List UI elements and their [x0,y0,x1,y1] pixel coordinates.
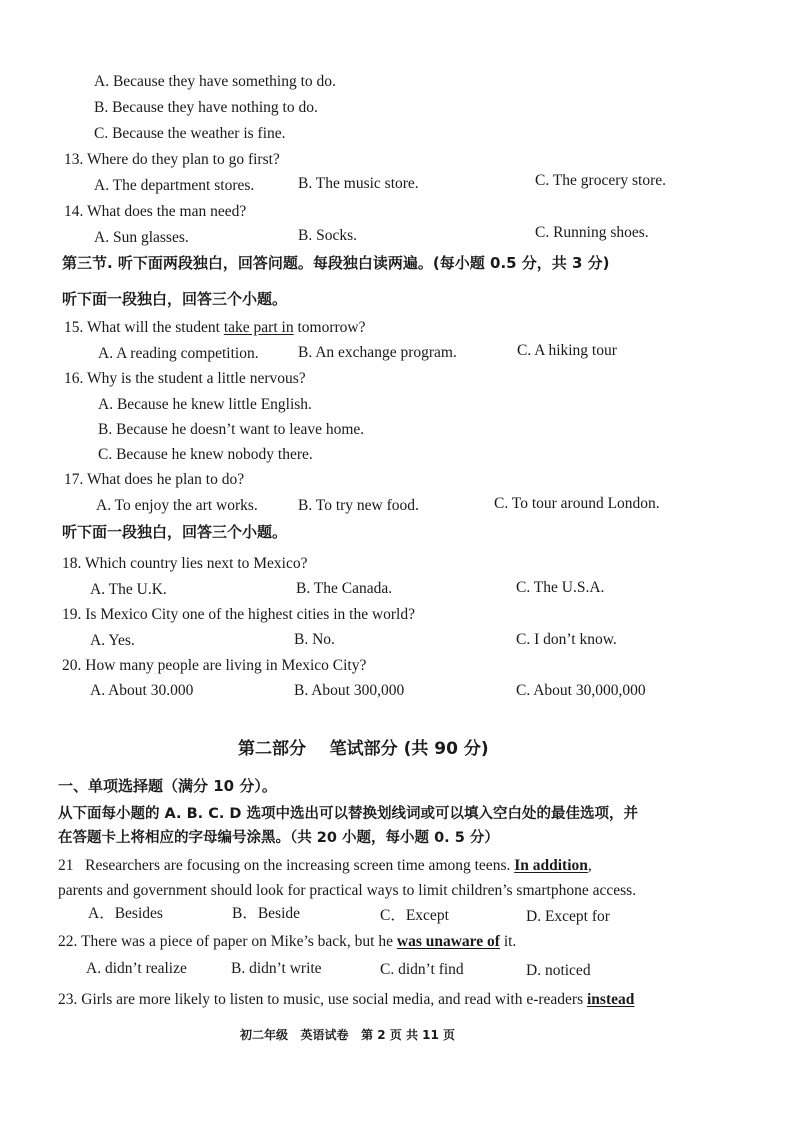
q20-option-a: A. About 30.000 [90,682,194,699]
q15-option-b: B. An exchange program. [298,344,457,361]
q23-underlined-word: instead [587,991,635,1008]
q16-option-b: B. Because he doesn’t want to leave home. [98,421,365,438]
q14-option-c: C. Running shoes. [535,224,649,241]
q22-option-c: C. didn’t find [380,961,464,978]
q22-underlined-phrase: was unaware of [396,933,500,950]
q22-option-a: A. didn’t realize [86,960,187,977]
q17-option-b: B. To try new food. [298,497,419,514]
q21-underlined-phrase: In addition [514,857,588,874]
q20-option-b: B. About 300,000 [294,682,405,699]
q21-option-d: D. Except for [526,908,610,925]
q15-stem: 15. What will the student take part in tomorrow? [64,319,366,336]
q18-option-b: B. The Canada. [296,580,393,597]
q19-option-b: B. No. [294,631,335,648]
q15-option-c: C. A hiking tour [517,342,617,359]
q16-option-a: A. Because he knew little English. [98,396,312,413]
q13-stem: 13. Where do they plan to go first? [64,151,280,168]
q21-option-a: A．Besides [88,905,163,922]
page-footer: 初二年级 英语试卷 第 2 页 共 11 页 [240,1028,456,1042]
q20-option-c: C. About 30,000,000 [516,682,646,699]
mc-instruction-line2: 在答题卡上将相应的字母编号涂黑。（共 20 小题，每小题 0. 5 分） [58,830,499,846]
q21-option-b: B．Beside [232,905,301,922]
q13-option-b: B. The music store. [298,175,419,192]
q22-stem: 22. There was a piece of paper on Mike’s back, but he was unaware of it. [58,933,517,950]
q12-option-b: B. Because they have nothing to do. [94,99,318,116]
q18-stem: 18. Which country lies next to Mexico? [62,555,308,572]
q21-stem-line2: parents and government should look for practical ways to limit children’s smartphone access. [58,882,637,899]
q17-stem: 17. What does he plan to do? [64,471,245,488]
section3-heading: 第三节. 听下面两段独白，回答问题。每段独白读两遍。(每小题 0.5 分，共 3 分) [62,254,610,272]
q13-option-a: A. The department stores. [94,177,255,194]
q18-option-a: A. The U.K. [90,581,167,598]
q17-option-a: A. To enjoy the art works. [96,497,258,514]
q16-stem: 16. Why is the student a little nervous? [64,370,306,387]
q14-stem: 14. What does the man need? [64,203,247,220]
q14-option-b: B. Socks. [298,227,357,244]
monologue1-intro: 听下面一段独白，回答三个小题。 [62,290,288,308]
q20-stem: 20. How many people are living in Mexico City? [62,657,367,674]
q23-stem: 23. Girls are more likely to listen to music, use social media, and read with e-readers instead [58,991,635,1008]
q22-option-d: D. noticed [526,962,591,979]
mc-instruction-line1: 从下面每小题的 A. B. C. D 选项中选出可以替换划线词或可以填入空白处的最佳选项，并 [58,806,638,822]
monologue2-intro: 听下面一段独白，回答三个小题。 [62,523,288,541]
q13-option-c: C. The grocery store. [535,172,666,189]
q12-option-a: A. Because they have something to do. [94,73,336,90]
q22-option-b: B. didn’t write [231,960,322,977]
q18-option-c: C. The U.S.A. [516,579,605,596]
mc-heading: 一、单项选择题（满分 10 分）。 [58,777,277,795]
q12-option-c: C. Because the weather is fine. [94,125,286,142]
q21-stem-line1: 21 Researchers are focusing on the increasing screen time among teens. In addition, [58,857,592,874]
part2-title: 第二部分 笔试部分 (共 90 分) [238,739,489,759]
q15-underlined-phrase: take part in [223,319,294,336]
q19-stem: 19. Is Mexico City one of the highest cities in the world? [62,606,415,623]
q16-option-c: C. Because he knew nobody there. [98,446,313,463]
q19-option-c: C. I don’t know. [516,631,617,648]
q15-option-a: A. A reading competition. [98,345,259,362]
q19-option-a: A. Yes. [90,632,135,649]
q21-option-c: C．Except [380,907,449,924]
q17-option-c: C. To tour around London. [494,495,660,512]
q14-option-a: A. Sun glasses. [94,229,189,246]
